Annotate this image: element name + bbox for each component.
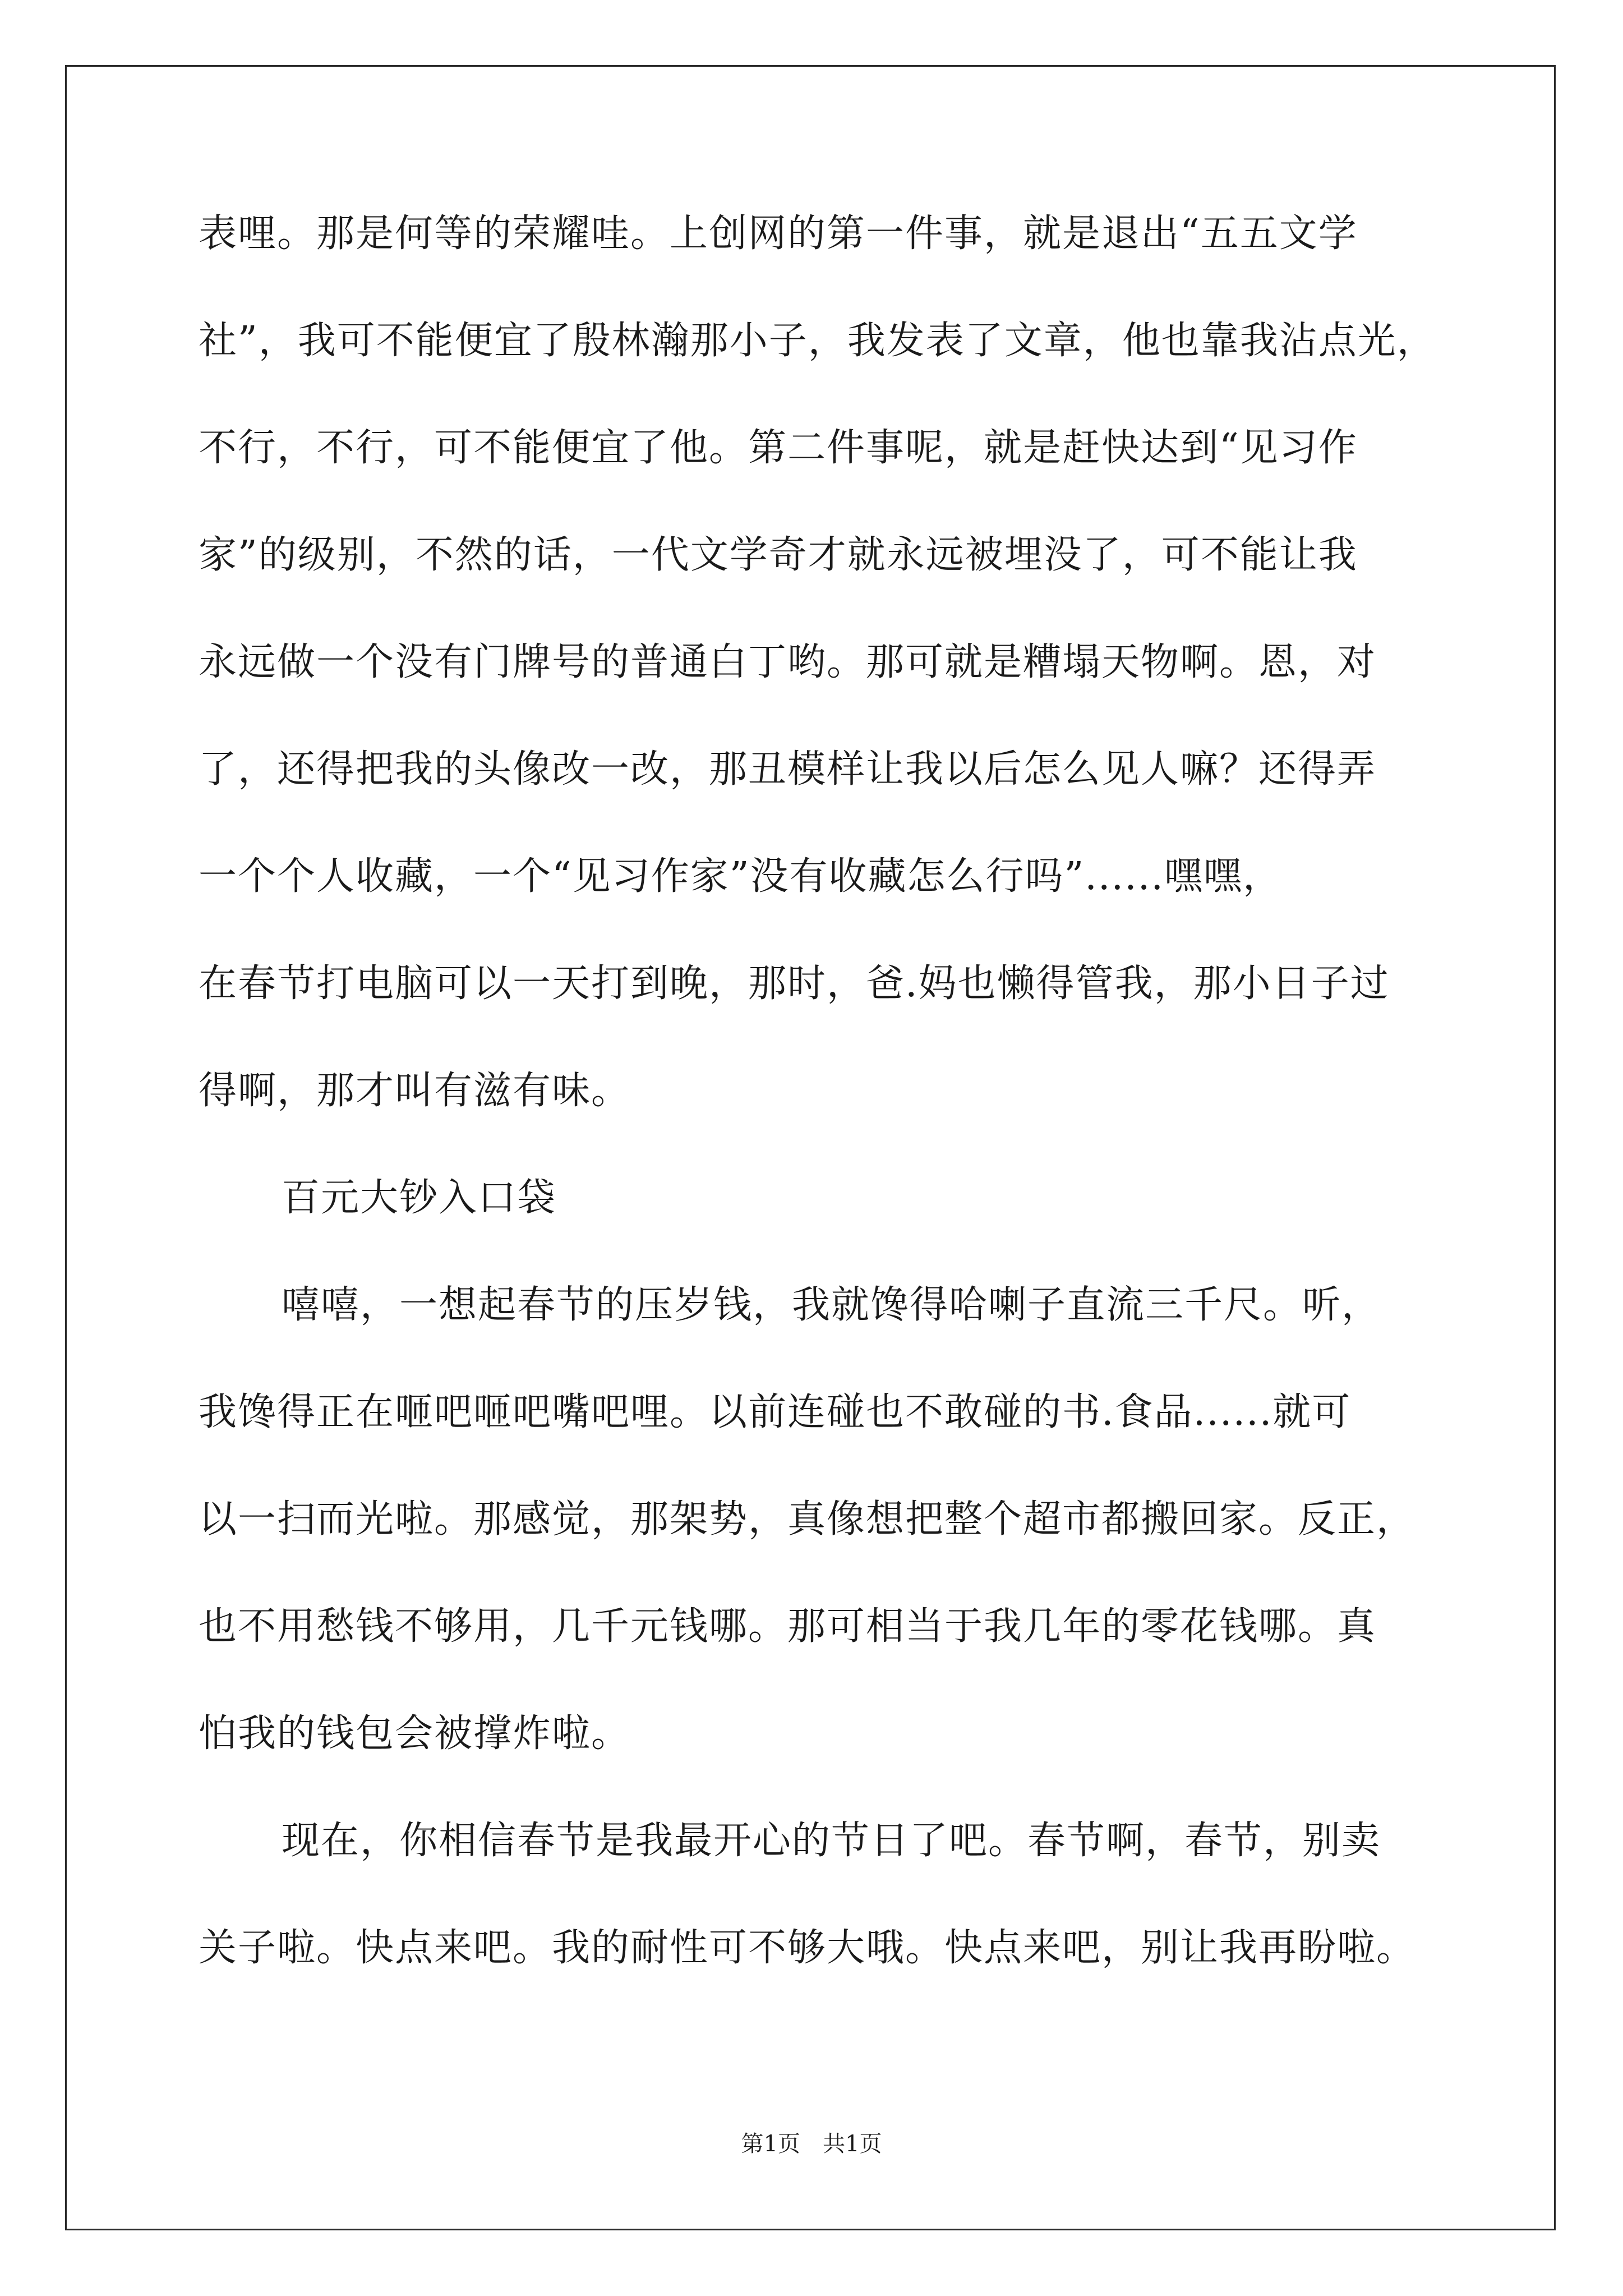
text-line: 了，还得把我的头像改一改，那丑模样让我以后怎么见人嘛？还得弄 (199, 747, 1377, 792)
text-line: 怕我的钱包会被撑炸啦。 (199, 1711, 631, 1756)
text-line: 永远做一个没有门牌号的普通白丁哟。那可就是糟塌天物啊。恩，对 (199, 640, 1377, 684)
section-heading: 百元大钞入口袋 (282, 1176, 557, 1220)
page-number-footer: 第1页 共1页 (741, 2131, 882, 2157)
text-line: 一个个人收藏，一个“见习作家”没有收藏怎么行吗”......嘿嘿， (199, 854, 1282, 899)
paragraph-first-line: 嘻嘻，一想起春节的压岁钱，我就馋得哈喇子直流三千尺。听， (282, 1283, 1381, 1327)
document-body (199, 212, 1455, 2033)
text-line: 不行，不行，可不能便宜了他。第二件事呢，就是赶快达到“见习作 (199, 426, 1358, 470)
paragraph-first-line: 现在，你相信春节是我最开心的节日了吧。春节啊，春节，别卖 (282, 1819, 1381, 1863)
text-line: 家”的级别，不然的话，一代文学奇才就永远被埋没了，可不能让我 (199, 533, 1358, 577)
text-line: 在春节打电脑可以一天打到晚，那时，爸.妈也懒得管我，那小日子过 (199, 961, 1390, 1006)
text-line: 表哩。那是何等的荣耀哇。上创网的第一件事，就是退出“五五文学 (199, 211, 1358, 256)
text-line: 我馋得正在咂吧咂吧嘴吧哩。以前连碰也不敢碰的书.食品......就可 (199, 1390, 1352, 1434)
text-line: 社”，我可不能便宜了殷林瀚那小子，我发表了文章，他也靠我沾点光， (199, 319, 1436, 363)
text-line: 以一扫而光啦。那感觉，那架势，真像想把整个超市都搬回家。反正， (199, 1497, 1416, 1542)
text-line: 也不用愁钱不够用，几千元钱哪。那可相当于我几年的零花钱哪。真 (199, 1604, 1377, 1649)
text-line: 得啊，那才叫有滋有味。 (199, 1069, 631, 1113)
text-line: 关子啦。快点来吧。我的耐性可不够大哦。快点来吧，别让我再盼啦。 (199, 1926, 1416, 1970)
